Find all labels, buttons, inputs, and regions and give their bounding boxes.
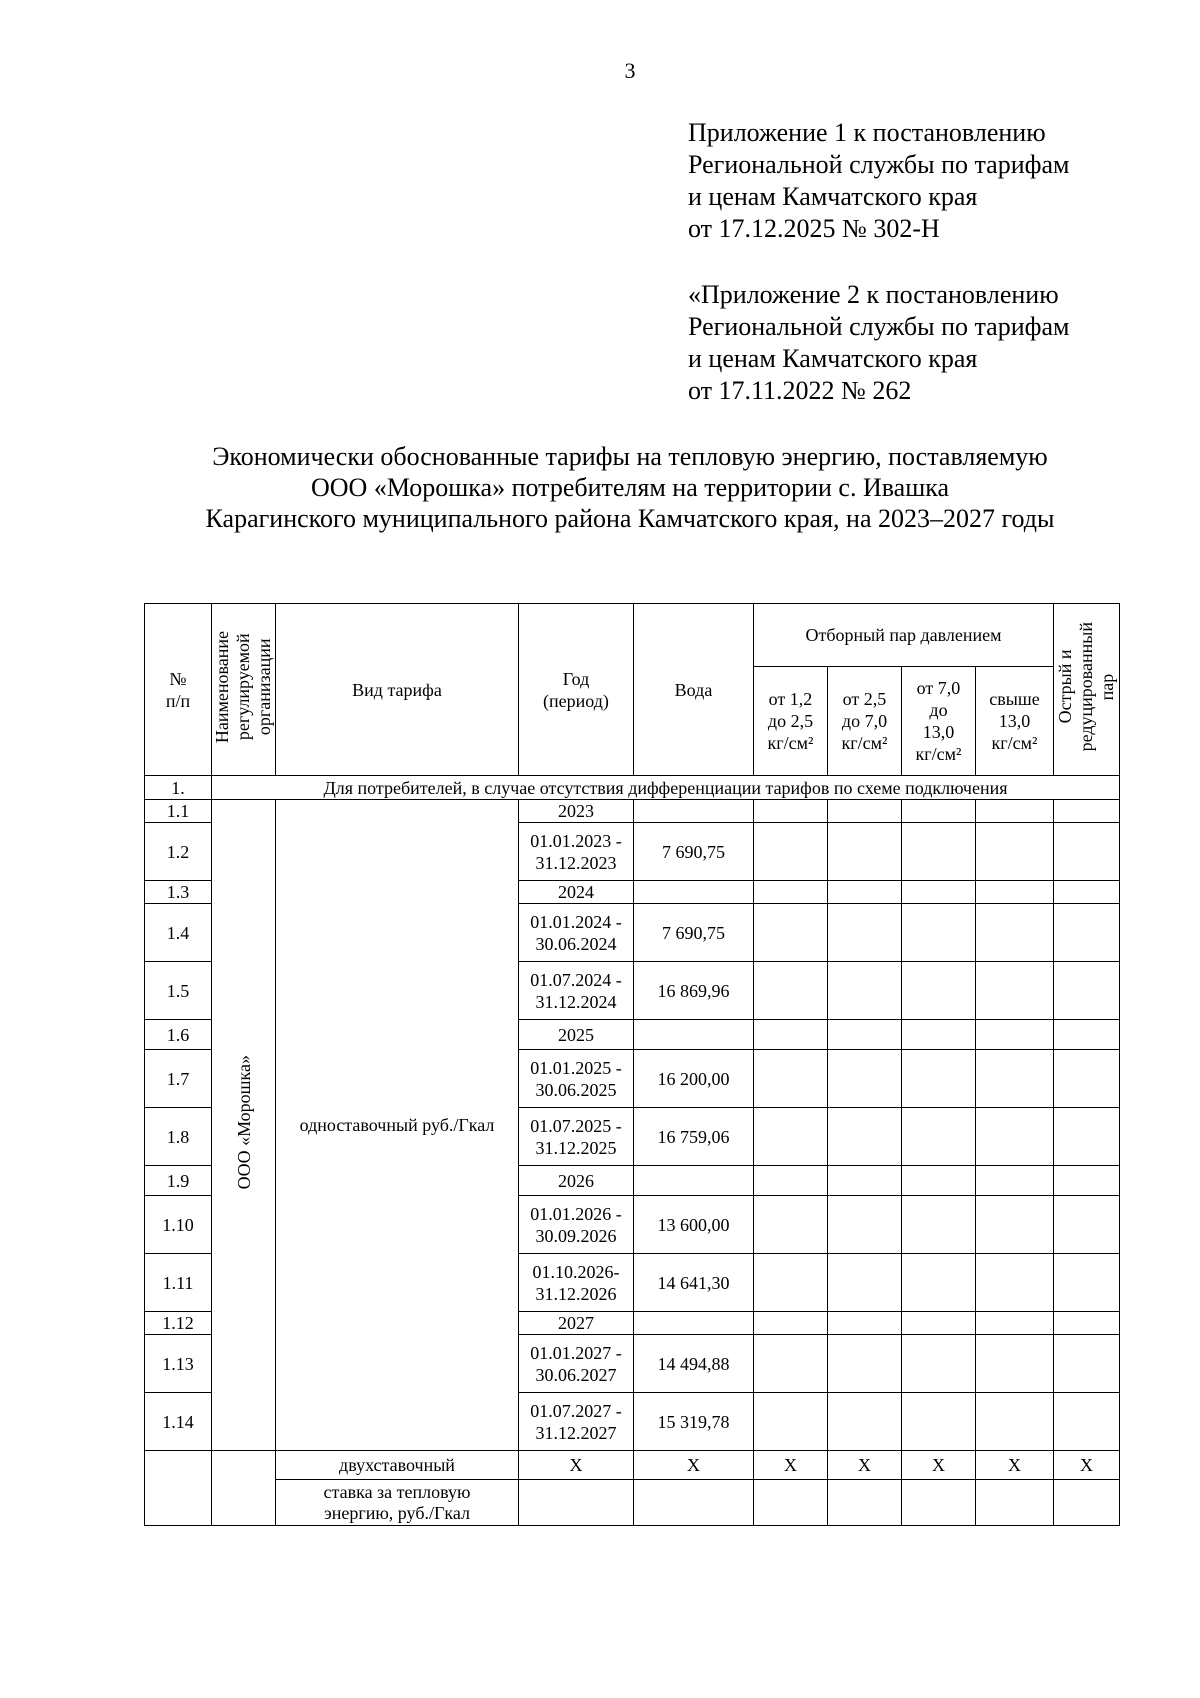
empty-cell (976, 1393, 1054, 1451)
page-number: 3 (624, 58, 636, 83)
heat-rate-row (145, 1480, 1120, 1526)
empty-cell (754, 962, 828, 1020)
empty-cell (828, 962, 902, 1020)
empty-cell (902, 1335, 976, 1393)
empty-cell (828, 904, 902, 962)
empty-cell (976, 1254, 1054, 1312)
row-num: 1.10 (145, 1196, 212, 1254)
row-period: 2024 (519, 881, 634, 904)
empty-cell (1054, 1393, 1120, 1451)
header-tariff-type: Вид тарифа (276, 604, 519, 776)
empty-cell (828, 1166, 902, 1196)
empty-cell (1054, 1020, 1120, 1050)
appendix-2-line: и ценам Камчатского края (688, 344, 978, 373)
row-water: 14 494,88 (634, 1335, 754, 1393)
row-period: 01.07.2025 - 31.12.2025 (519, 1108, 634, 1166)
row-water (634, 1020, 754, 1050)
empty-cell (976, 1196, 1054, 1254)
one-part-tariff-label: одноставочный руб./Гкал (276, 800, 519, 1451)
empty-cell (754, 1254, 828, 1312)
row-period: 2025 (519, 1020, 634, 1050)
empty-cell (902, 1050, 976, 1108)
section-label: Для потребителей, в случае отсутствия дифференциации тарифов по схеме подключения (212, 776, 1120, 800)
row-water: 14 641,30 (634, 1254, 754, 1312)
empty-cell (828, 1108, 902, 1166)
empty-cell (754, 1480, 828, 1526)
empty-cell (634, 1480, 754, 1526)
empty-cell (902, 1020, 976, 1050)
row-period: 01.07.2024 - 31.12.2024 (519, 962, 634, 1020)
empty-cell (1054, 1108, 1120, 1166)
header-steam-group: Отборный пар давлением (754, 604, 1054, 667)
empty-cell (902, 823, 976, 881)
row-period: 01.01.2027 - 30.06.2027 (519, 1335, 634, 1393)
empty-cell (519, 1480, 634, 1526)
two-part-mark: X (902, 1451, 976, 1480)
empty-cell (976, 1108, 1054, 1166)
empty-cell (1054, 823, 1120, 881)
empty-cell (754, 1020, 828, 1050)
row-period: 2023 (519, 800, 634, 823)
empty-cell (902, 1480, 976, 1526)
two-part-mark: X (754, 1451, 828, 1480)
row-period: 01.10.2026- 31.12.2026 (519, 1254, 634, 1312)
row-num: 1.12 (145, 1312, 212, 1335)
empty-cell (976, 962, 1054, 1020)
row-water: 16 759,06 (634, 1108, 754, 1166)
empty-cell (976, 881, 1054, 904)
empty-cell (828, 1480, 902, 1526)
empty-cell (902, 1166, 976, 1196)
row-num: 1.5 (145, 962, 212, 1020)
row-num: 1.3 (145, 881, 212, 904)
row-num: 1.11 (145, 1254, 212, 1312)
empty-cell (1054, 1480, 1120, 1526)
two-part-mark: X (519, 1451, 634, 1480)
empty-cell (828, 1393, 902, 1451)
appendix-1-line: и ценам Камчатского края (688, 182, 978, 211)
empty-cell (754, 1335, 828, 1393)
empty-cell (902, 881, 976, 904)
table-row (145, 800, 1120, 823)
empty-cell (976, 904, 1054, 962)
heat-rate-label: ставка за тепловую энергию, руб./Гкал (276, 1480, 519, 1526)
org-cell (212, 800, 276, 1451)
two-part-num (145, 1451, 212, 1526)
empty-cell (902, 1312, 976, 1335)
header-water: Вода (634, 604, 754, 776)
empty-cell (902, 1196, 976, 1254)
empty-cell (828, 823, 902, 881)
empty-cell (1054, 962, 1120, 1020)
two-part-mark: X (976, 1451, 1054, 1480)
row-steam-3 (902, 800, 976, 823)
appendix-1-line: Приложение 1 к постановлению (688, 118, 1046, 147)
row-water: 7 690,75 (634, 823, 754, 881)
appendix-1-line: Региональной службы по тарифам (688, 150, 1070, 179)
two-part-mark: X (634, 1451, 754, 1480)
empty-cell (976, 1050, 1054, 1108)
empty-cell (1054, 1312, 1120, 1335)
empty-cell (828, 1335, 902, 1393)
empty-cell (976, 1312, 1054, 1335)
row-steam-4 (976, 800, 1054, 823)
header-steam-2: от 2,5 до 7,0 кг/см² (828, 667, 902, 776)
empty-cell (754, 1166, 828, 1196)
empty-cell (976, 1335, 1054, 1393)
row-num: 1.2 (145, 823, 212, 881)
row-period: 01.01.2023 - 31.12.2023 (519, 823, 634, 881)
row-period: 01.07.2027 - 31.12.2027 (519, 1393, 634, 1451)
org-name: ООО «Морошка» (233, 1055, 254, 1190)
title-line: ООО «Морошка» потребителям на территории с. Ивашка (310, 473, 950, 502)
empty-cell (828, 1050, 902, 1108)
empty-cell (902, 1254, 976, 1312)
tariff-table (144, 603, 1120, 1526)
row-num: 1.8 (145, 1108, 212, 1166)
two-part-mark: X (1054, 1451, 1120, 1480)
header-steam-4: свыше 13,0 кг/см² (976, 667, 1054, 776)
two-part-label: двухставочный (276, 1451, 519, 1480)
row-water: 7 690,75 (634, 904, 754, 962)
empty-cell (976, 1480, 1054, 1526)
appendix-1-line: от 17.12.2025 № 302-Н (688, 214, 940, 243)
section-num: 1. (145, 776, 212, 800)
empty-cell (754, 1050, 828, 1108)
row-water: 13 600,00 (634, 1196, 754, 1254)
empty-cell (902, 962, 976, 1020)
row-period: 2026 (519, 1166, 634, 1196)
row-live-steam (1054, 800, 1120, 823)
row-steam-1 (754, 800, 828, 823)
row-period: 01.01.2024 - 30.06.2024 (519, 904, 634, 962)
row-period: 01.01.2026 - 30.09.2026 (519, 1196, 634, 1254)
empty-cell (754, 881, 828, 904)
empty-cell (1054, 1254, 1120, 1312)
row-water (634, 800, 754, 823)
row-water: 15 319,78 (634, 1393, 754, 1451)
row-steam-2 (828, 800, 902, 823)
header-org (212, 604, 276, 776)
two-part-org (212, 1451, 276, 1526)
row-num: 1.13 (145, 1335, 212, 1393)
empty-cell (1054, 881, 1120, 904)
row-period: 2027 (519, 1312, 634, 1335)
empty-cell (976, 823, 1054, 881)
row-num: 1.7 (145, 1050, 212, 1108)
appendix-1-header (688, 117, 1069, 245)
header-steam-3: от 7,0 до 13,0 кг/см² (902, 667, 976, 776)
empty-cell (1054, 1196, 1120, 1254)
header-period: Год (период) (519, 604, 634, 776)
empty-cell (754, 1196, 828, 1254)
row-water (634, 881, 754, 904)
empty-cell (754, 1312, 828, 1335)
empty-cell (828, 1020, 902, 1050)
row-num: 1.1 (145, 800, 212, 823)
header-live-steam-label: Острый и редуцированный пар (1055, 622, 1117, 752)
empty-cell (1054, 1166, 1120, 1196)
empty-cell (754, 1393, 828, 1451)
row-num: 1.4 (145, 904, 212, 962)
empty-cell (828, 881, 902, 904)
row-water (634, 1312, 754, 1335)
empty-cell (902, 1393, 976, 1451)
appendix-2-header (688, 279, 1069, 407)
empty-cell (828, 1254, 902, 1312)
row-period: 01.01.2025 - 30.06.2025 (519, 1050, 634, 1108)
header-org-label: Наименование регулируемой организации (212, 630, 274, 744)
header-num: № п/п (145, 604, 212, 776)
empty-cell (976, 1166, 1054, 1196)
row-water: 16 869,96 (634, 962, 754, 1020)
empty-cell (1054, 1050, 1120, 1108)
empty-cell (754, 904, 828, 962)
header-live-steam (1054, 604, 1120, 776)
empty-cell (828, 1312, 902, 1335)
row-num: 1.6 (145, 1020, 212, 1050)
two-part-row (145, 1451, 1120, 1480)
empty-cell (1054, 904, 1120, 962)
empty-cell (754, 1108, 828, 1166)
empty-cell (902, 904, 976, 962)
appendix-2-line: «Приложение 2 к постановлению (688, 280, 1059, 309)
row-num: 1.14 (145, 1393, 212, 1451)
empty-cell (1054, 1335, 1120, 1393)
empty-cell (976, 1020, 1054, 1050)
empty-cell (902, 1108, 976, 1166)
header-steam-1: от 1,2 до 2,5 кг/см² (754, 667, 828, 776)
row-water (634, 1166, 754, 1196)
two-part-mark: X (828, 1451, 902, 1480)
title-line: Карагинского муниципального района Камчатского края, на 2023–2027 годы (205, 504, 1055, 533)
title-line: Экономически обоснованные тарифы на тепловую энергию, поставляемую (212, 442, 1048, 471)
appendix-2-line: Региональной службы по тарифам (688, 312, 1070, 341)
appendix-2-line: от 17.11.2022 № 262 (688, 376, 912, 405)
document-title (0, 441, 1200, 534)
empty-cell (828, 1196, 902, 1254)
row-water: 16 200,00 (634, 1050, 754, 1108)
row-num: 1.9 (145, 1166, 212, 1196)
empty-cell (754, 823, 828, 881)
